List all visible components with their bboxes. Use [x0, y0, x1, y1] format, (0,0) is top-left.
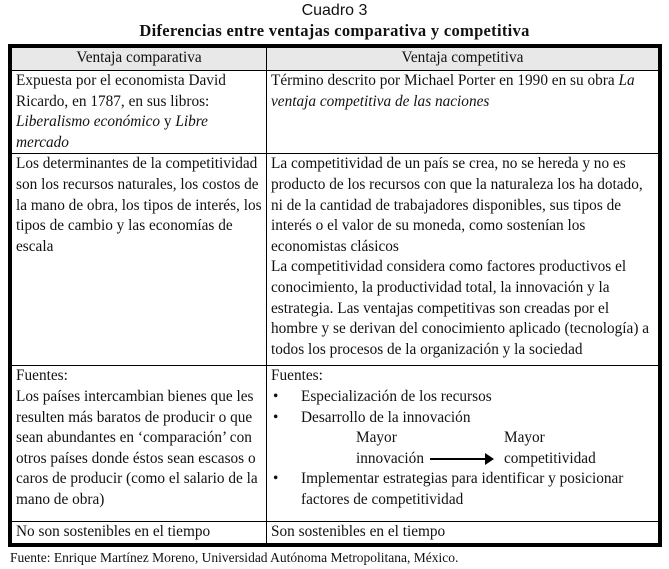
- paragraph: La competitividad considera como factores productivos el conocimiento, la productividad total, la innovación y la estrategia. Las ventajas competitivas son creadas por el hombre y se derivan del conocimiento aplicado (tecnología) a todos los procesos de la organización y la sociedad: [271, 258, 650, 358]
- cell-sustainability-competitive: Son sostenibles en el tiempo: [267, 522, 661, 545]
- text: Expuesta por el economista David Ricardo, en 1787, en sus libros:: [16, 72, 226, 110]
- cell-origin-competitive: [267, 71, 661, 154]
- comparison-table: [8, 44, 662, 547]
- table-row: [10, 71, 660, 154]
- cell-sources-competitive: [267, 366, 661, 522]
- paragraph: La competitividad de un país se crea, no se hereda y no es producto de los recursos con que la naturaleza los ha dotado, ni de la cantidad de trabajadores disponibles, sus tipos de interés o el valor de su moneda, como sostenían los economistas clásicos: [271, 155, 643, 255]
- list-item: • Desarrollo de la innovación: [271, 408, 654, 429]
- arrow-right-icon: [430, 458, 492, 460]
- flow-label: Mayor: [503, 429, 545, 447]
- flow-to: [504, 428, 596, 469]
- book-title: Liberalismo económico: [16, 113, 161, 131]
- text: y: [160, 113, 176, 131]
- table-row: [10, 154, 660, 366]
- table-row: [10, 522, 660, 545]
- flow-label: innovación: [356, 449, 424, 467]
- sources-heading: Fuentes:: [16, 367, 68, 385]
- list-item: • Especialización de los recursos: [271, 387, 654, 408]
- book-title: Libre mercado: [16, 113, 208, 151]
- sources-heading: Fuentes:: [271, 367, 323, 385]
- book-title: La ventaja competitiva de las naciones: [271, 72, 635, 110]
- table-header-row: [10, 46, 660, 71]
- cell-determinants-comparative: Los determinantes de la competitividad son los recursos naturales, los costos de la mano de obra, los tipos de interés, los tipos de cambio y las economías de escala: [10, 154, 267, 366]
- text: Término descrito por Michael Porter en 1990 en su obra: [271, 72, 619, 89]
- paragraph: Los países intercambian bienes que les resulten más baratos de producir o que sean abundantes en ‘comparación’ con otros países donde éstos sean escasos o caros de producir (como el salario de la mano de obra): [16, 387, 258, 508]
- cell-sustainability-comparative: No son sostenibles en el tiempo: [10, 522, 267, 545]
- bullet-list: [271, 387, 654, 428]
- header-competitive: Ventaja competitiva: [267, 46, 661, 71]
- bullet-list: [271, 469, 654, 510]
- table-title: Diferencias entre ventajas comparativa y competitiva: [139, 21, 530, 40]
- cell-sources-comparative: [10, 366, 267, 522]
- flow-label: Mayor: [356, 429, 397, 447]
- cell-origin-comparative: [10, 71, 267, 154]
- flow-from: [356, 428, 502, 469]
- flow-label: competitividad: [503, 449, 596, 467]
- innovation-flow: [271, 428, 654, 469]
- list-item: • Implementar estrategias para identificar y posicionar factores de competitividad: [271, 469, 654, 510]
- source-note: Fuente: Enrique Martínez Moreno, Universidad Autónoma Metropolitana, México.: [10, 549, 459, 565]
- header-comparative: Ventaja comparativa: [10, 46, 267, 71]
- table-row: [10, 366, 660, 522]
- table-number: Cuadro 3: [301, 2, 368, 19]
- cell-determinants-competitive: [267, 154, 661, 366]
